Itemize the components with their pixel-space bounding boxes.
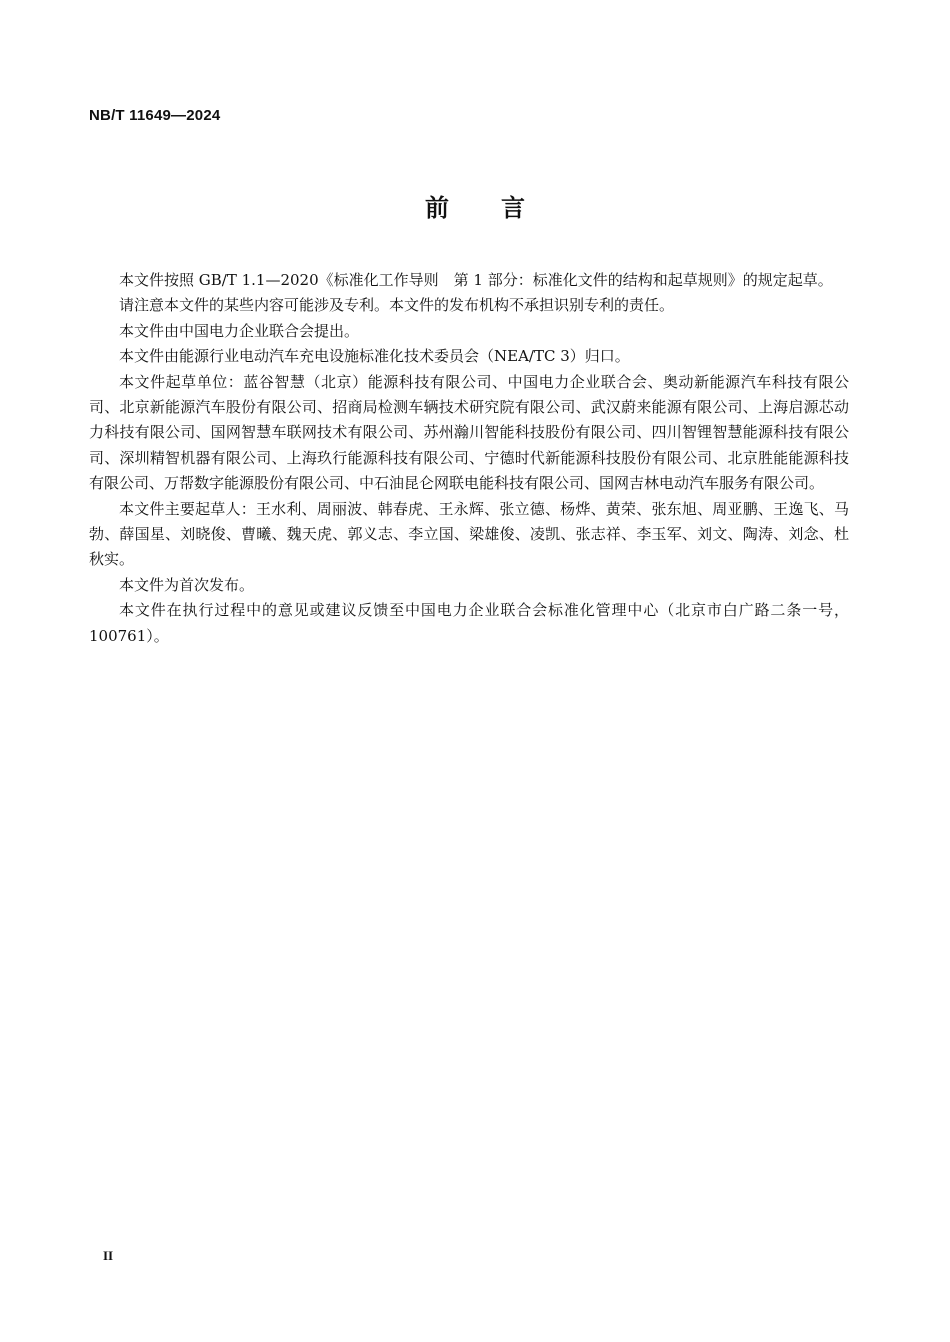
paragraph-first-release: 本文件为首次发布。 bbox=[119, 575, 255, 594]
paragraph-drafters: 本文件主要起草人：王水利、周丽波、韩春虎、王永辉、张立德、杨烨、黄荣、张东旭、周亚鹏、王逸飞、马勃、薛国星、刘晓俊、曹曦、魏天虎、郭义志、李立国、梁雄俊、凌凯、张志祥、李玉军、刘文、陶涛、刘念、杜秋实。 bbox=[89, 499, 849, 569]
paragraph-drafting-units: 本文件起草单位：蓝谷智慧（北京）能源科技有限公司、中国电力企业联合会、奥动新能源汽车科技有限公司、北京新能源汽车股份有限公司、招商局检测车辆技术研究院有限公司、武汉蔚来能源有限公司、上海启源芯动力科技有限公司、国网智慧车联网技术有限公司、苏州瀚川智能科技股份有限公司、四川智锂智慧能源科技有限公司、深圳精智机器有限公司、上海玖行能源科技有限公司、宁德时代新能源科技股份有限公司、北京胜能能源科技有限公司、万帮数字能源股份有限公司、中石油昆仑网联电能科技有限公司、国网吉林电动汽车服务有限公司。 bbox=[89, 372, 849, 493]
paragraph-proposed-by: 本文件由中国电力企业联合会提出。 bbox=[119, 321, 360, 340]
paragraph-drafting-rules: 本文件按照 GB/T 1.1—2020《标准化工作导则 第 1 部分：标准化文件的结构和起草规则》的规定起草。 bbox=[119, 271, 833, 289]
page-title bbox=[0, 188, 950, 223]
title-char-1: 前 bbox=[425, 194, 449, 222]
paragraph-technical-committee: 本文件由能源行业电动汽车充电设施标准化技术委员会（NEA/TC 3）归口。 bbox=[119, 347, 630, 366]
document-code: NB/T 11649—2024 bbox=[89, 107, 221, 124]
paragraph-feedback: 本文件在执行过程中的意见或建议反馈至中国电力企业联合会标准化管理中心（北京市白广路二条一号，100761）。 bbox=[89, 601, 849, 645]
title-char-2: 言 bbox=[501, 194, 525, 222]
paragraph-patent-notice: 请注意本文件的某些内容可能涉及专利。本文件的发布机构不承担识别专利的责任。 bbox=[119, 296, 675, 315]
foreword-body bbox=[89, 268, 849, 649]
page-number: II bbox=[103, 1248, 114, 1263]
